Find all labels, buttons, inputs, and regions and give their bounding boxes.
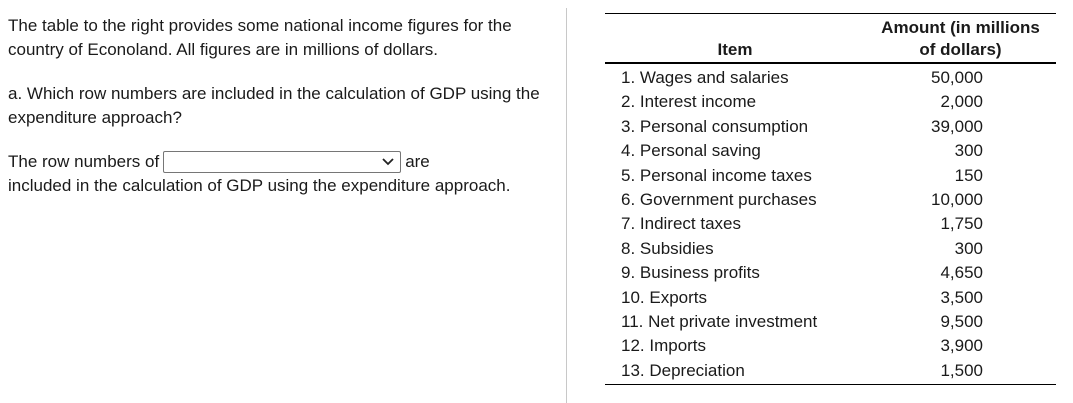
table-row [605, 237, 1056, 261]
table-body [605, 64, 1056, 383]
row-item: 6. Government purchases [621, 189, 817, 209]
question-panel [8, 14, 548, 198]
row-item: 2. Interest income [621, 92, 757, 112]
income-table [605, 13, 1056, 385]
table-row [605, 261, 1056, 285]
table-row [605, 90, 1056, 114]
row-amount: 1,750 [940, 214, 983, 234]
row-amount: 3,500 [940, 287, 983, 307]
table-row [605, 359, 1056, 383]
row-amount: 3,900 [940, 336, 983, 356]
table-row [605, 188, 1056, 212]
row-amount: 300 [954, 238, 983, 258]
row-amount: 2,000 [940, 92, 983, 112]
table-row [605, 115, 1056, 139]
row-item: 11. Net private investment [621, 311, 818, 331]
row-item: 7. Indirect taxes [621, 214, 742, 234]
row-numbers-dropdown[interactable] [163, 151, 401, 173]
row-item: 13. Depreciation [621, 360, 745, 380]
table-header [605, 14, 1056, 64]
header-amount-line1: Amount (in millions [881, 18, 1040, 37]
table-row [605, 310, 1056, 334]
panel-divider [566, 8, 567, 403]
table-row [605, 334, 1056, 358]
row-amount: 4,650 [940, 263, 983, 283]
table-bottom-rule [605, 384, 1056, 385]
table-row [605, 139, 1056, 163]
row-amount: 39,000 [931, 116, 983, 136]
header-amount [865, 17, 1056, 62]
table-row [605, 212, 1056, 236]
row-amount: 1,500 [940, 360, 983, 380]
question-text: a. Which row numbers are included in the calculation of GDP using the expenditure approach? [8, 84, 540, 127]
answer-suffix: are [405, 152, 430, 171]
intro-text: The table to the right provides some national income figures for the country of Econoland. All figures are in millions of dollars. [8, 16, 512, 59]
row-item: 4. Personal saving [621, 141, 761, 161]
row-amount: 300 [954, 141, 983, 161]
answer-continuation: included in the calculation of GDP using the expenditure approach. [8, 176, 511, 195]
table-row [605, 164, 1056, 188]
row-item: 10. Exports [621, 287, 707, 307]
table-row [605, 66, 1056, 90]
row-amount: 150 [954, 165, 983, 185]
row-amount: 10,000 [931, 189, 983, 209]
row-item: 9. Business profits [621, 263, 760, 283]
table-row [605, 286, 1056, 310]
row-item: 12. Imports [621, 336, 707, 356]
answer-line [8, 150, 548, 174]
row-amount: 50,000 [931, 68, 983, 87]
row-item: 1. Wages and salaries [621, 68, 789, 87]
row-item: 5. Personal income taxes [621, 165, 812, 185]
chevron-down-icon [382, 158, 394, 166]
answer-prefix: The row numbers of [8, 152, 160, 171]
header-amount-line2: of dollars) [919, 40, 1002, 59]
row-item: 3. Personal consumption [621, 116, 809, 136]
row-amount: 9,500 [940, 311, 983, 331]
header-item: Item [717, 40, 753, 59]
row-item: 8. Subsidies [621, 238, 714, 258]
